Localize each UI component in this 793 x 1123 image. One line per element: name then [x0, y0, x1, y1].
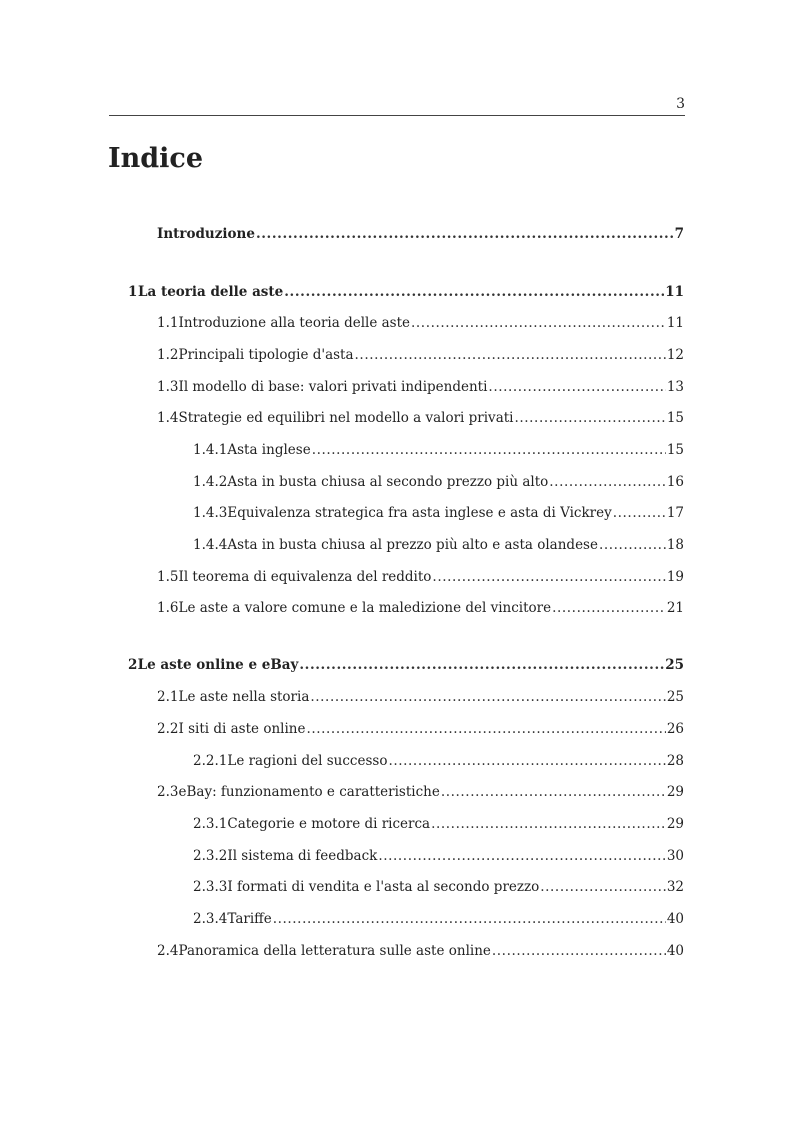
toc-number: 2.2 — [157, 721, 179, 737]
toc-section-1-3[interactable] — [157, 377, 684, 397]
toc-number: 1.4.4 — [193, 537, 228, 553]
toc-label: Panoramica della letteratura sulle aste online — [178, 943, 491, 959]
toc-label: Il teorema di equivalenza del reddito — [178, 569, 432, 585]
toc-label: I siti di aste online — [178, 721, 306, 737]
dot-leader — [310, 687, 665, 707]
dot-leader — [540, 877, 666, 897]
toc-label: eBay: funzionamento e caratteristiche — [178, 784, 440, 800]
toc-page: 25 — [665, 657, 684, 673]
toc-section-2-1[interactable] — [157, 687, 684, 707]
toc-label: I formati di vendita e l'asta al secondo prezzo — [227, 879, 540, 895]
dot-leader — [431, 814, 666, 834]
dot-leader — [299, 655, 664, 675]
toc-page: 18 — [666, 537, 684, 553]
toc-number: 2.1 — [157, 689, 179, 705]
toc-page: 28 — [666, 753, 684, 769]
toc-number: 1.4.3 — [193, 505, 228, 521]
toc-number: 1.5 — [157, 569, 179, 585]
toc-label: Strategie ed equilibri nel modello a valori privati — [178, 410, 514, 426]
dot-leader — [492, 941, 666, 961]
dot-leader — [312, 440, 666, 460]
toc-number: 2.3.2 — [193, 848, 228, 864]
toc-number: 1.2 — [157, 347, 179, 363]
toc-label: Introduzione alla teoria delle aste — [178, 315, 411, 331]
toc-page: 40 — [666, 911, 684, 927]
toc-subsection-1-4-3[interactable] — [193, 503, 684, 523]
toc-section-1-6[interactable] — [157, 598, 684, 618]
toc-number: 2.2.1 — [193, 753, 228, 769]
toc-label: Asta in busta chiusa al prezzo più alto e asta olandese — [227, 537, 598, 553]
toc-label: Categorie e motore di ricerca — [227, 816, 431, 832]
toc-section-2-4[interactable] — [157, 941, 684, 961]
toc-page: 12 — [666, 347, 684, 363]
toc-number: 2.3.3 — [193, 879, 228, 895]
toc-label: Le aste online e eBay — [137, 657, 299, 673]
toc-subsection-2-3-2[interactable] — [193, 846, 684, 866]
toc-number: 2.3 — [157, 784, 179, 800]
toc-page: 29 — [666, 784, 684, 800]
dot-leader — [613, 503, 666, 523]
dot-leader — [273, 909, 666, 929]
toc-chapter-1[interactable] — [128, 282, 684, 302]
toc-section-1-1[interactable] — [157, 313, 684, 333]
toc-label: Le aste a valore comune e la maledizione del vincitore — [178, 600, 552, 616]
dot-leader — [378, 846, 665, 866]
toc-number: 2.4 — [157, 943, 179, 959]
toc-label: Principali tipologie d'asta — [178, 347, 354, 363]
toc-number: 2.3.1 — [193, 816, 228, 832]
toc-page: 21 — [666, 600, 684, 616]
toc-label: Equivalenza strategica fra asta inglese e asta di Vickrey — [227, 505, 612, 521]
toc-number: 1.4.1 — [193, 442, 228, 458]
dot-leader — [256, 224, 674, 244]
toc-section-1-5[interactable] — [157, 567, 684, 587]
toc-page: 19 — [666, 569, 684, 585]
toc-page: 30 — [666, 848, 684, 864]
toc-page: 15 — [666, 442, 684, 458]
toc-page: 16 — [666, 474, 684, 490]
toc-page: 15 — [666, 410, 684, 426]
dot-leader — [488, 377, 665, 397]
toc-label: Il modello di base: valori privati indipendenti — [178, 379, 488, 395]
toc-page: 13 — [666, 379, 684, 395]
toc-entry-introduzione[interactable] — [157, 224, 684, 244]
toc-page: 32 — [666, 879, 684, 895]
toc-section-1-4[interactable] — [157, 408, 684, 428]
toc-subsection-2-3-3[interactable] — [193, 877, 684, 897]
dot-leader — [388, 751, 665, 771]
toc-label: Asta inglese — [227, 442, 311, 458]
dot-leader — [432, 567, 665, 587]
toc-number: 2.3.4 — [193, 911, 228, 927]
dot-leader — [549, 472, 666, 492]
toc-number: 1.3 — [157, 379, 179, 395]
dot-leader — [284, 282, 664, 302]
toc-subsection-1-4-4[interactable] — [193, 535, 684, 555]
toc-number: 1 — [128, 284, 138, 300]
dot-leader — [552, 598, 666, 618]
toc-number: 1.4 — [157, 410, 179, 426]
toc-number: 1.4.2 — [193, 474, 228, 490]
dot-leader — [411, 313, 666, 333]
toc-page: 25 — [666, 689, 684, 705]
toc-subsection-1-4-2[interactable] — [193, 472, 684, 492]
dot-leader — [306, 719, 665, 739]
toc-section-2-3[interactable] — [157, 782, 684, 802]
toc-subsection-2-3-1[interactable] — [193, 814, 684, 834]
toc-chapter-2[interactable] — [128, 655, 684, 675]
toc-label: La teoria delle aste — [138, 284, 284, 300]
toc-page: 29 — [666, 816, 684, 832]
toc-page: 11 — [665, 284, 684, 300]
toc-label: Tariffe — [227, 911, 272, 927]
toc-page: 11 — [666, 315, 684, 331]
toc-number: 1.6 — [157, 600, 179, 616]
toc-number: 2 — [128, 657, 138, 673]
toc-section-1-2[interactable] — [157, 345, 684, 365]
page-number: 3 — [676, 96, 685, 112]
page-title: Indice — [108, 143, 204, 174]
dot-leader — [441, 782, 666, 802]
toc-label: Le aste nella storia — [178, 689, 310, 705]
dot-leader — [599, 535, 666, 555]
dot-leader — [355, 345, 666, 365]
toc-subsection-2-3-4[interactable] — [193, 909, 684, 929]
toc-subsection-1-4-1[interactable] — [193, 440, 684, 460]
toc-page: 40 — [666, 943, 684, 959]
toc-section-2-2[interactable] — [157, 719, 684, 739]
toc-label: Asta in busta chiusa al secondo prezzo più alto — [227, 474, 549, 490]
dot-leader — [514, 408, 665, 428]
toc-label: Introduzione — [157, 226, 255, 242]
toc-label: Il sistema di feedback — [227, 848, 378, 864]
toc-page: 26 — [666, 721, 684, 737]
toc-page: 7 — [674, 226, 684, 242]
toc-number: 1.1 — [157, 315, 179, 331]
toc-subsection-2-2-1[interactable] — [193, 751, 684, 771]
toc-page: 17 — [666, 505, 684, 521]
toc-label: Le ragioni del successo — [227, 753, 388, 769]
